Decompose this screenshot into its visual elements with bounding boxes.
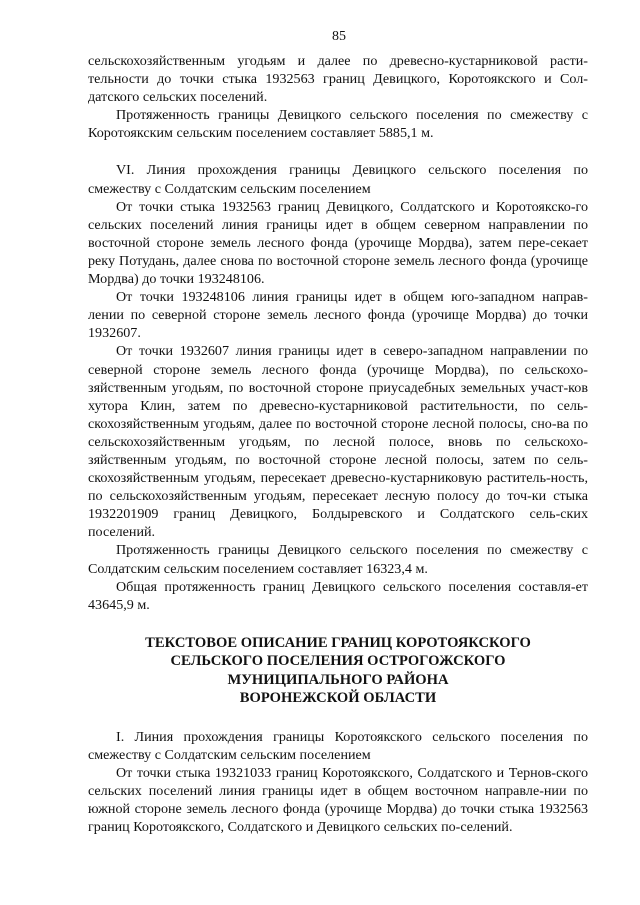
page-number: 85 xyxy=(332,29,346,44)
document-page xyxy=(88,28,588,836)
heading-line: ТЕКСТОВОЕ ОПИСАНИЕ ГРАНИЦ КОРОТОЯКСКОГО xyxy=(145,634,531,651)
paragraph: сельскохозяйственным угодьям и далее по древесно-кустарниковой расти-тельности до точки стыка 1932563 границ Девицкого, Коротоякского и Сол-датского сельских поселений. xyxy=(88,53,588,106)
paragraph: От точки стыка 19321033 границ Коротоякского, Солдатского и Тернов-ского сельских поселений линия границы идет в общем восточном направле-нии по южной стороне земель лесного фонда (урочище Мордва) до точки стыка 1932563 границ Коротоякского, Солдатского и Девицкого сельских по-селений. xyxy=(88,765,588,836)
heading-line: ВОРОНЕЖСКОЙ ОБЛАСТИ xyxy=(239,690,437,707)
section-title: VI. Линия прохождения границы Девицкого сельского поселения по смежеству с Солдатским сельским поселением xyxy=(88,162,588,197)
paragraph: Протяженность границы Девицкого сельского поселения по смежеству с Солдатским сельским поселением составляет 16323,4 м. xyxy=(88,542,588,577)
paragraph: От точки 1932607 линия границы идет в северо-западном направлении по северной стороне земель лесного фонда (урочище Мордва), по сельскохо-зяйственным угодьям, по восточной стороне приусадебных земельных участ-ков хутора Клин, затем по древесно-кустарниковой растительности, по сель-скохозяйственным угодьям, далее по восточной стороне лесной полосы, сно-ва по сельскохозяйственным угодьям, по лесной полосе, вновь по сельскохо-зяйственным угодьям, по восточной стороне лесной полосы, затем по сель-скохозяйственным угодьям, пересекает древесно-кустарниковую раститель-ность, по сельскохозяйственным угодьям, пересекает лесную полосу до точ-ки стыка 1932201909 границ Девицкого, Болдыревского и Солдатского сель-ских поселений. xyxy=(88,343,588,541)
paragraph: От точки 193248106 линия границы идет в общем юго-западном направ-лении по северной стороне земель лесного фонда (урочище Мордва) до точки 1932607. xyxy=(88,289,588,342)
section-title: I. Линия прохождения границы Коротоякского сельского поселения по смежеству с Солдатским сельским поселением xyxy=(88,728,588,763)
body-after-heading xyxy=(88,728,588,837)
body-before-heading xyxy=(88,52,588,614)
paragraph: Протяженность границы Девицкого сельского поселения по смежеству с Коротоякским сельским поселением составляет 5885,1 м. xyxy=(88,107,588,142)
paragraph: Общая протяженность границ Девицкого сельского поселения составля-ет 43645,9 м. xyxy=(88,578,588,613)
document-heading xyxy=(88,634,588,708)
paragraph: От точки стыка 1932563 границ Девицкого, Солдатского и Коротоякско-го сельских поселений линия границы идет в общем северном направлении по восточной стороне земель лесного фонда (урочище Мордва), затем пере-секает реку Потудань, далее снова по восточной стороне земель лесного фонда (урочище Мордва) до точки 193248106. xyxy=(88,198,588,288)
heading-line: СЕЛЬСКОГО ПОСЕЛЕНИЯ ОСТРОГОЖСКОГО xyxy=(170,653,506,670)
heading-line: МУНИЦИПАЛЬНОГО РАЙОНА xyxy=(227,671,449,688)
